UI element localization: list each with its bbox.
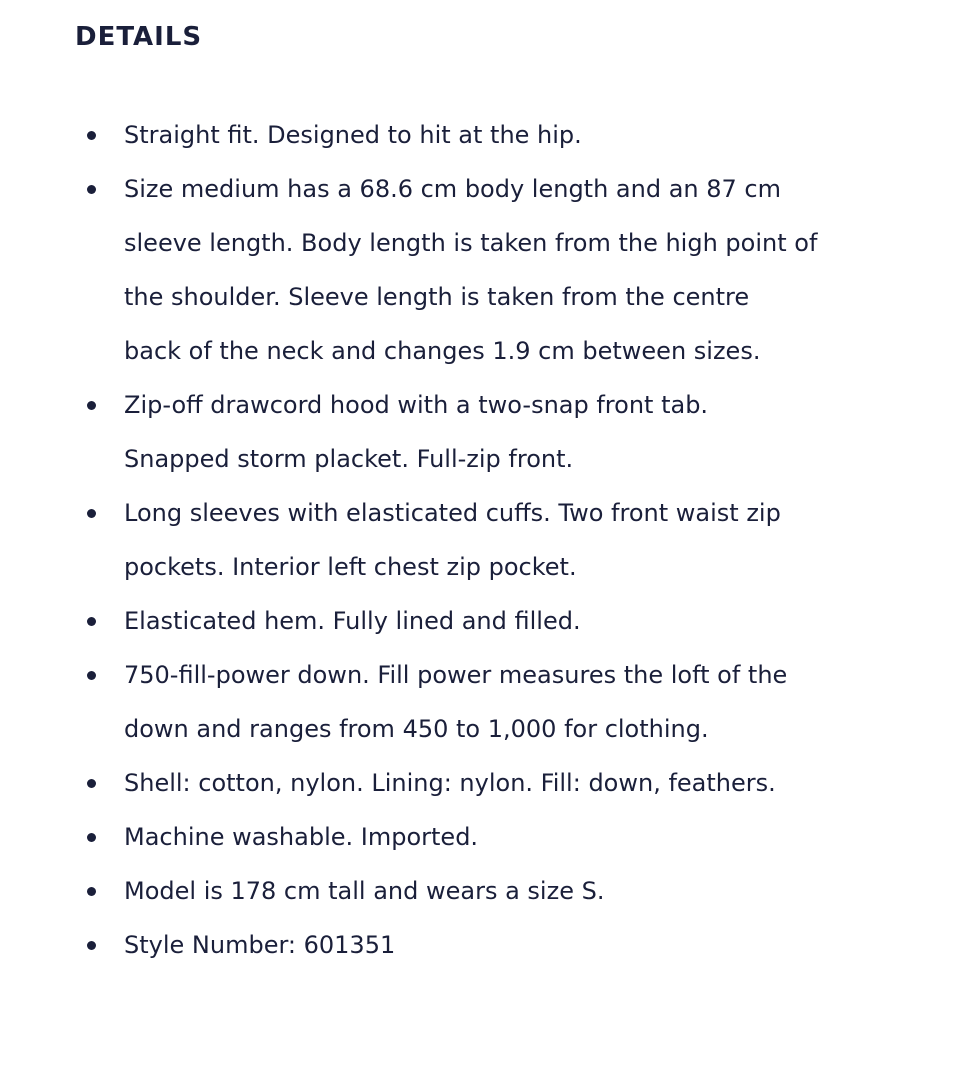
list-item-text: Straight fit. Designed to hit at the hip.: [124, 121, 582, 149]
list-item-care: [0, 810, 960, 864]
bullet-icon: [87, 617, 96, 626]
list-item-text: Long sleeves with elasticated cuffs. Two front waist zip pockets. Interior left chest zip pocket.: [124, 499, 781, 581]
list-item-style-number: [0, 918, 960, 972]
list-item-text: Zip-off drawcord hood with a two-snap front tab. Snapped storm placket. Full-zip front.: [124, 391, 709, 473]
list-item-hem: [0, 594, 960, 648]
bullet-icon: [87, 401, 96, 410]
bullet-icon: [87, 131, 96, 140]
list-item-text: Shell: cotton, nylon. Lining: nylon. Fill: down, feathers.: [124, 769, 776, 797]
list-item-text: Model is 178 cm tall and wears a size S.: [124, 877, 605, 905]
list-item-materials: [0, 756, 960, 810]
list-item-model: [0, 864, 960, 918]
list-item-sleeves: [0, 486, 960, 594]
details-list: [0, 108, 960, 972]
bullet-icon: [87, 509, 96, 518]
list-item-text: Machine washable. Imported.: [124, 823, 479, 851]
list-item-hood: [0, 378, 960, 486]
bullet-icon: [87, 779, 96, 788]
list-item-fill-power: [0, 648, 960, 756]
list-item-text: 750-fill-power down. Fill power measures the loft of the down and ranges from 450 to 1,000 for clothing.: [124, 661, 788, 743]
list-item-text: Elasticated hem. Fully lined and filled.: [124, 607, 581, 635]
bullet-icon: [87, 671, 96, 680]
details-heading: DETAILS: [75, 22, 203, 52]
bullet-icon: [87, 185, 96, 194]
bullet-icon: [87, 887, 96, 896]
list-item-text: Size medium has a 68.6 cm body length and an 87 cm sleeve length. Body length is taken from the high point of the shoulder. Sleeve length is taken from the centre back of the neck and changes 1.9 cm between sizes.: [124, 175, 818, 365]
bullet-icon: [87, 941, 96, 950]
list-item-fit: [0, 108, 960, 162]
list-item-text: Style Number: 601351: [124, 931, 396, 959]
bullet-icon: [87, 833, 96, 842]
list-item-size: [0, 162, 960, 378]
